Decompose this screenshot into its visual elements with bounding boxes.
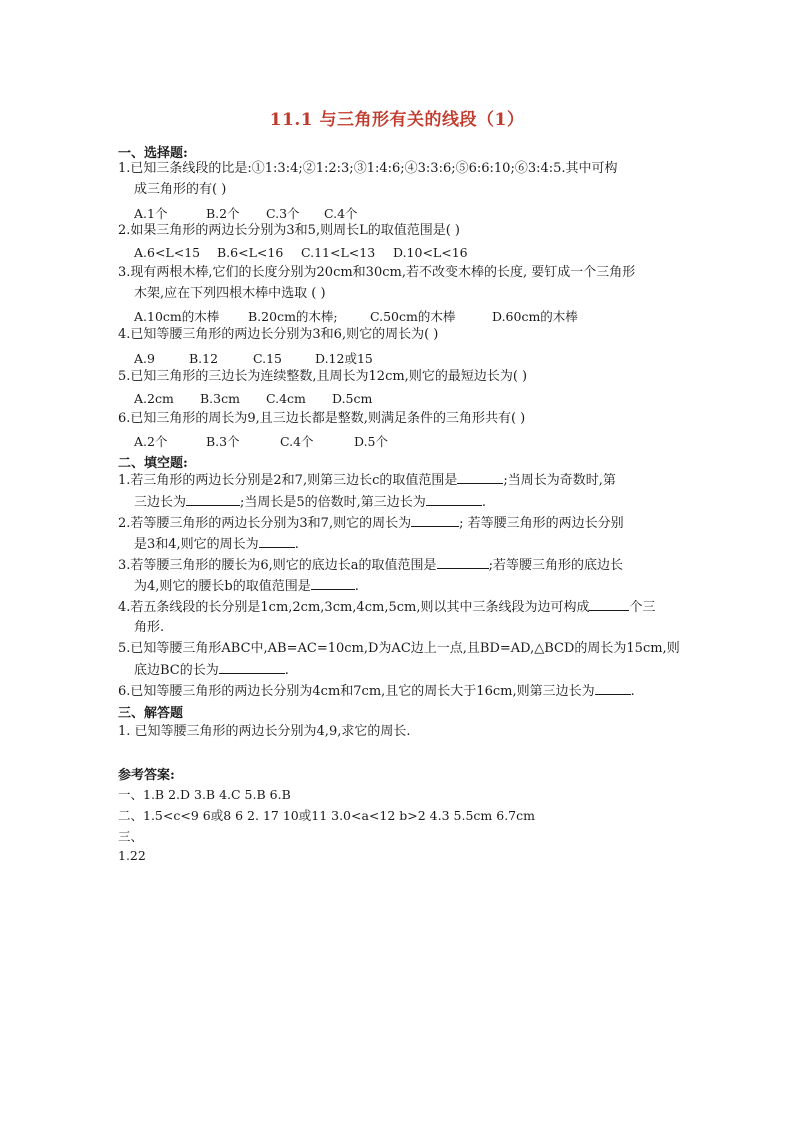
option: D.10<L<16 xyxy=(393,245,468,260)
fill-q3-line1 xyxy=(118,556,623,575)
option: C.11<L<13 xyxy=(301,245,376,260)
text: 2.若等腰三角形的两边长分别为3和7,则它的周长为 xyxy=(118,516,412,531)
option: B.2个 xyxy=(206,206,240,221)
fill-q3-line2 xyxy=(134,577,359,596)
choice-q2-options xyxy=(134,245,468,260)
text: 4.若五条线段的长分别是1cm,2cm,3cm,4cm,5cm,则以其中三条线段为边可构成 xyxy=(118,600,590,615)
answers-choice: 一、1.B 2.D 3.B 4.C 5.B 6.B xyxy=(118,787,291,802)
option: A.9 xyxy=(134,351,155,366)
option: A.10cm的木棒 xyxy=(134,309,220,324)
text: . xyxy=(481,495,486,510)
option: B.6<L<16 xyxy=(217,245,284,260)
answer-blank xyxy=(219,661,285,674)
text: . xyxy=(630,684,635,699)
text: 个三 xyxy=(629,600,656,615)
choice-q5-options xyxy=(134,391,372,406)
section-fill-heading: 二、填空题: xyxy=(118,456,188,471)
fill-q4-line2: 角形. xyxy=(134,620,165,635)
option: D.60cm的木棒 xyxy=(492,309,578,324)
option: B.3个 xyxy=(206,434,240,449)
choice-q3-options xyxy=(134,307,578,325)
choice-q2: 2.如果三角形的两边长分别为3和5,则周长L的取值范围是( ) xyxy=(118,223,460,238)
answer-blank xyxy=(589,598,629,611)
text: 底边BC的长为 xyxy=(134,663,219,678)
option: D.5个 xyxy=(354,434,389,449)
option: C.4cm xyxy=(266,391,306,406)
option: C.3个 xyxy=(266,206,300,221)
text: ; 若等腰三角形的两边长分别 xyxy=(459,516,624,531)
answer-blank xyxy=(311,577,355,590)
text: . xyxy=(284,663,289,678)
text: 6.已知等腰三角形的两边长分别为4cm和7cm,且它的周长大于16cm,则第三边长为 xyxy=(118,684,595,699)
text: . xyxy=(354,579,359,594)
option: A.2cm xyxy=(134,391,174,406)
answer-blank xyxy=(426,493,482,506)
option: B.20cm的木棒; xyxy=(248,309,338,324)
answers-solve-heading: 三、 xyxy=(118,829,144,844)
fill-q2-line1 xyxy=(118,514,624,533)
solve-q1: 1. 已知等腰三角形的两边长分别为4,9,求它的周长. xyxy=(118,724,411,739)
text: 1.若三角形的两边长分别是2和7,则第三边长c的取值范围是 xyxy=(118,473,458,488)
fill-q5-line2 xyxy=(134,661,289,680)
answers-solve-1: 1.22 xyxy=(118,848,146,863)
answer-blank xyxy=(259,535,295,548)
text: 3.若等腰三角形的腰长为6,则它的底边长a的取值范围是 xyxy=(118,558,437,573)
answers-fill: 二、1.5<c<9 6或8 6 2. 17 10或11 3.0<a<12 b>2 4.3 5.5cm 6.7cm xyxy=(118,808,535,823)
fill-q1-line2 xyxy=(134,493,486,512)
option: B.12 xyxy=(189,351,219,366)
text: 为4,则它的腰长b的取值范围是 xyxy=(134,579,311,594)
choice-q4: 4.已知等腰三角形的两边长分别为3和6,则它的周长为( ) xyxy=(118,327,439,342)
text: 是3和4,则它的周长为 xyxy=(134,537,259,552)
answer-blank xyxy=(437,556,489,569)
option: A.6<L<15 xyxy=(134,245,201,260)
option: D.5cm xyxy=(332,391,373,406)
choice-q6: 6.已知三角形的周长为9,且三边长都是整数,则满足条件的三角形共有( ) xyxy=(118,411,526,426)
choice-q3-line1: 3.现有两根木棒,它们的长度分别为20cm和30cm,若不改变木棒的长度, 要钉成一个三角形 xyxy=(118,265,636,280)
section-solve-heading: 三、解答题 xyxy=(118,706,184,721)
fill-q5-line1: 5.已知等腰三角形ABC中,AB=AC=10cm,D为AC边上一点,且BD=AD,△BCD的周长为15cm,则 xyxy=(118,641,680,656)
choice-q3-line2: 木架,应在下列四根木棒中选取 ( ) xyxy=(134,286,326,301)
choice-q6-options xyxy=(134,432,388,450)
choice-q5: 5.已知三角形的三边长为连续整数,且周长为12cm,则它的最短边长为( ) xyxy=(118,369,528,384)
choice-q4-options xyxy=(134,349,373,367)
choice-q1-line2: 成三角形的有( ) xyxy=(134,182,227,197)
option: C.4个 xyxy=(280,434,314,449)
fill-q4-line1 xyxy=(118,598,655,617)
choice-q1-line1: 1.已知三条线段的比是:①1:3:4;②1:2:3;③1:4:6;④3:3:6;⑤6:6:10;⑥3:4:5.其中可构 xyxy=(118,161,618,176)
option: C.4个 xyxy=(324,206,358,221)
text: . xyxy=(294,537,299,552)
text: 三边长为 xyxy=(134,495,187,510)
answer-blank xyxy=(457,471,503,484)
answer-blank xyxy=(595,682,631,695)
option: C.50cm的木棒 xyxy=(370,309,456,324)
option: C.15 xyxy=(253,351,282,366)
option: A.1个 xyxy=(134,206,168,221)
option: A.2个 xyxy=(134,434,168,449)
answer-blank xyxy=(411,514,459,527)
option: B.3cm xyxy=(200,391,240,406)
answers-heading: 参考答案: xyxy=(118,768,175,783)
section-choice-heading: 一、选择题: xyxy=(118,146,188,161)
text: ;当周长是5的倍数时,第三边长为 xyxy=(240,495,426,510)
fill-q6 xyxy=(118,682,635,701)
fill-q2-line2 xyxy=(134,535,299,554)
answer-blank xyxy=(186,493,240,506)
fill-q1-line1 xyxy=(118,471,616,490)
choice-q1-options xyxy=(134,204,358,222)
option: D.12或15 xyxy=(315,351,373,366)
text: ;当周长为奇数时,第 xyxy=(503,473,616,488)
page-title: 11.1 与三角形有关的线段（1） xyxy=(269,110,525,130)
text: ;若等腰三角形的底边长 xyxy=(488,558,623,573)
